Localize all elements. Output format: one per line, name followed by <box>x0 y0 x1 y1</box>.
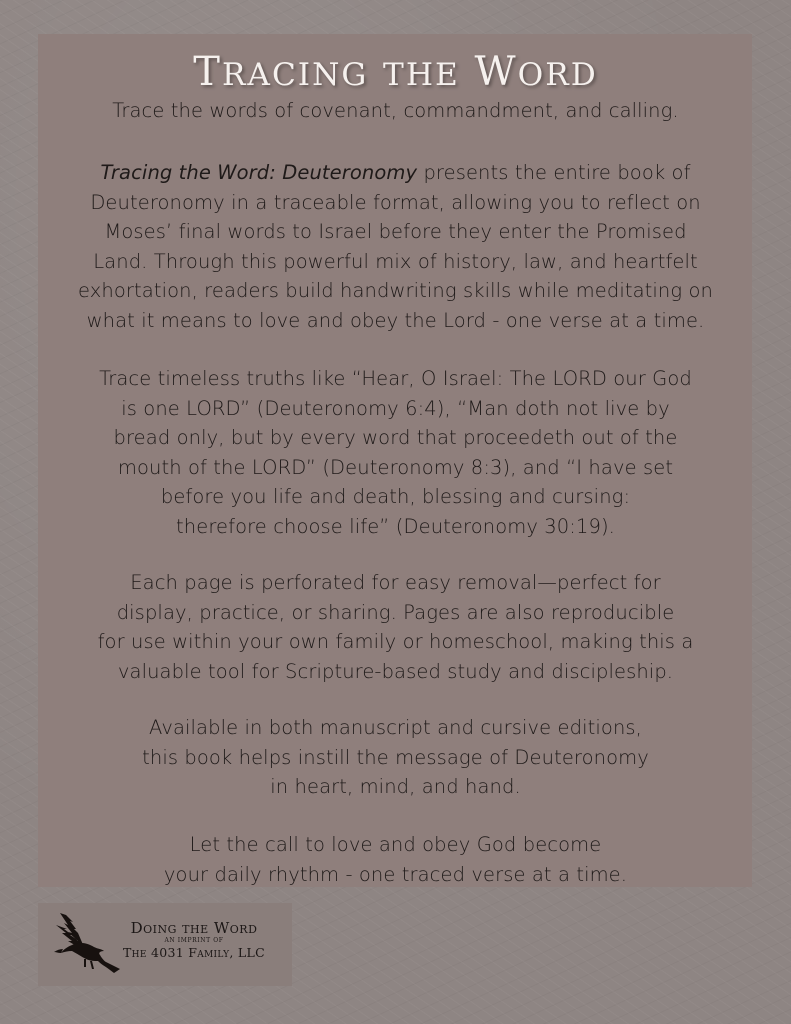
paragraph-editions <box>0 713 791 802</box>
publisher-name: The 4031 Family, LLC <box>123 945 265 960</box>
paragraph-line: exhortation, readers build handwriting skills while meditating on <box>78 279 713 302</box>
paragraph-line: bread only, but by every word that proceedeth out of the <box>113 426 678 449</box>
paragraph-line: Trace timeless truths like “Hear, O Israel: The LORD our God <box>99 367 692 390</box>
imprint-tagline: AN IMPRINT OF <box>164 937 224 944</box>
paragraph-line: mouth of the LORD” (Deuteronomy 8:3), and “I have set <box>117 455 674 479</box>
paragraph-line: this book helps instill the message of Deuteronomy <box>142 745 649 769</box>
paragraph-verses <box>0 364 791 541</box>
subtitle <box>0 96 791 126</box>
paragraph-line: Moses’ final words to Israel before they enter the Promised <box>104 220 687 243</box>
paragraph-line: display, practice, or sharing. Pages are also reproducible <box>116 600 675 624</box>
logo-text <box>110 919 278 961</box>
paragraph-line: before you life and death, blessing and cursing: <box>160 485 631 508</box>
paragraph-line: valuable tool for Scripture-based study and discipleship. <box>117 659 674 683</box>
paragraph-line: your daily rhythm - one traced verse at a time. <box>163 862 628 886</box>
book-title-italic: Tracing the Word: Deuteronomy <box>100 161 418 184</box>
imprint-name: Doing the Word <box>130 919 258 937</box>
paragraph-perforated <box>0 568 791 686</box>
paragraph-line-rest: presents the entire book of <box>417 161 691 184</box>
paragraph-line: for use within your own family or homeschool, making this a <box>97 630 694 653</box>
paragraph-line: Let the call to love and obey God become <box>189 833 602 856</box>
page-title <box>0 44 791 103</box>
paragraph-line: Each page is perforated for easy removal—perfect for <box>130 571 661 594</box>
title-text: TRACING THE WORD <box>193 49 598 95</box>
paragraph-line: in heart, mind, and hand. <box>270 775 521 798</box>
paragraph-closing <box>0 830 791 889</box>
paragraph-intro <box>0 158 791 335</box>
paragraph-line: what it means to love and obey the Lord - one verse at a time. <box>86 308 705 332</box>
publisher-logo <box>38 903 292 986</box>
paragraph-line: is one LORD” (Deuteronomy 6:4), “Man doth not live by <box>121 396 670 420</box>
paragraph-line <box>0 158 791 188</box>
paragraph-line: Available in both manuscript and cursive editions, <box>149 716 642 739</box>
paragraph-line: Deuteronomy in a traceable format, allowing you to reflect on <box>90 190 701 214</box>
paragraph-line: Land. Through this powerful mix of history, law, and heartfelt <box>93 249 698 273</box>
paragraph-line: therefore choose life” (Deuteronomy 30:19). <box>176 514 615 538</box>
subtitle-line: Trace the words of covenant, commandment, and calling. <box>112 99 679 122</box>
